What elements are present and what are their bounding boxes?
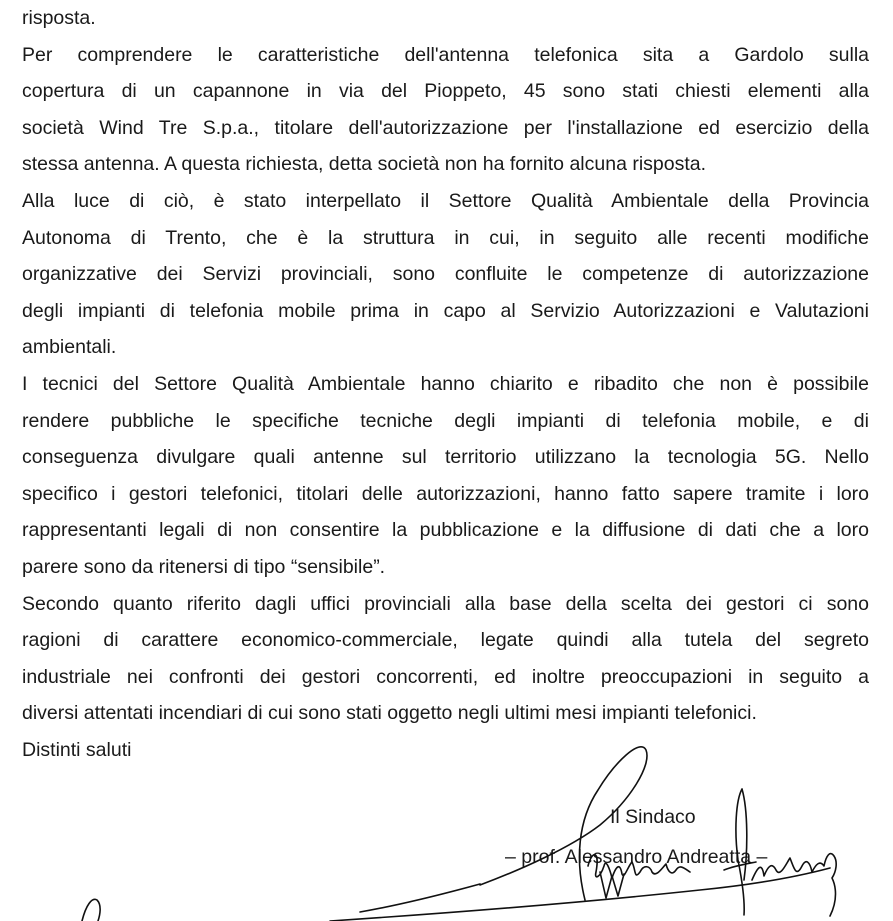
paragraph-3-line: rendere pubbliche le specifiche tecniche degli impianti di telefonia mobile, e di [22, 409, 869, 432]
signature-baseline-stroke [330, 868, 830, 921]
paragraph-3-line: I tecnici del Settore Qualità Ambientale hanno chiarito e ribadito che non è possibile [22, 372, 869, 395]
paragraph-2-line: ambientali. [22, 336, 117, 359]
paragraph-4-line: industriale nei confronti dei gestori concorrenti, ed inoltre preoccupazioni in seguito a [22, 665, 869, 688]
paragraph-2-line: organizzative dei Servizi provinciali, sono confluite le competenze di autorizzazione [22, 263, 869, 286]
paragraph-4-line: Secondo quanto riferito dagli uffici provinciali alla base della scelta dei gestori ci sono [22, 592, 869, 615]
paragraph-2-line: degli impianti di telefonia mobile prima in capo al Servizio Autorizzazioni e Valutazioni [22, 299, 869, 322]
signature-bottom-loop [82, 899, 100, 921]
paragraph-1-line: copertura di un capannone in via del Pioppeto, 45 sono stati chiesti elementi alla [22, 80, 869, 103]
paragraph-5-line: Distinti saluti [22, 738, 132, 761]
signatory-name: – prof. Alessandro Andreatta – [505, 846, 768, 868]
signature-left-sweep [360, 884, 480, 912]
paragraph-3-line: parere sono da ritenersi di tipo “sensibile”. [22, 555, 386, 578]
paragraph-3-line: rappresentanti legali di non consentire la pubblicazione e la diffusione di dati che a loro [22, 519, 869, 542]
paragraph-1-line: Per comprendere le caratteristiche dell'antenna telefonica sita a Gardolo sulla [22, 43, 869, 66]
signature-w-stroke [600, 872, 624, 898]
paragraph-1-line: stessa antenna. A questa richiesta, detta società non ha fornito alcuna risposta. [22, 153, 707, 176]
paragraph-4-line: diversi attentati incendiari di cui sono stati oggetto negli ultimi mesi impianti telefonici. [22, 702, 757, 725]
letter-body [22, 0, 869, 768]
signatory-title: Il Sindaco [610, 806, 696, 828]
paragraph-1-line: società Wind Tre S.p.a., titolare dell'autorizzazione per l'installazione ed esercizio della [22, 116, 869, 139]
paragraph-2-line: Autonoma di Trento, che è la struttura in cui, in seguito alle recenti modifiche [22, 226, 869, 249]
paragraph-4-line: ragioni di carattere economico-commerciale, legate quindi alla tutela del segreto [22, 629, 869, 652]
paragraph-3-line: specifico i gestori telefonici, titolari delle autorizzazioni, hanno fatto sapere tramite i loro [22, 482, 869, 505]
paragraph-0-line: risposta. [22, 7, 96, 29]
paragraph-3-line: conseguenza divulgare quali antenne sul territorio utilizzano la tecnologia 5G. Nello [22, 446, 869, 469]
paragraph-2-line: Alla luce di ciò, è stato interpellato il Settore Qualità Ambientale della Provincia [22, 189, 869, 212]
